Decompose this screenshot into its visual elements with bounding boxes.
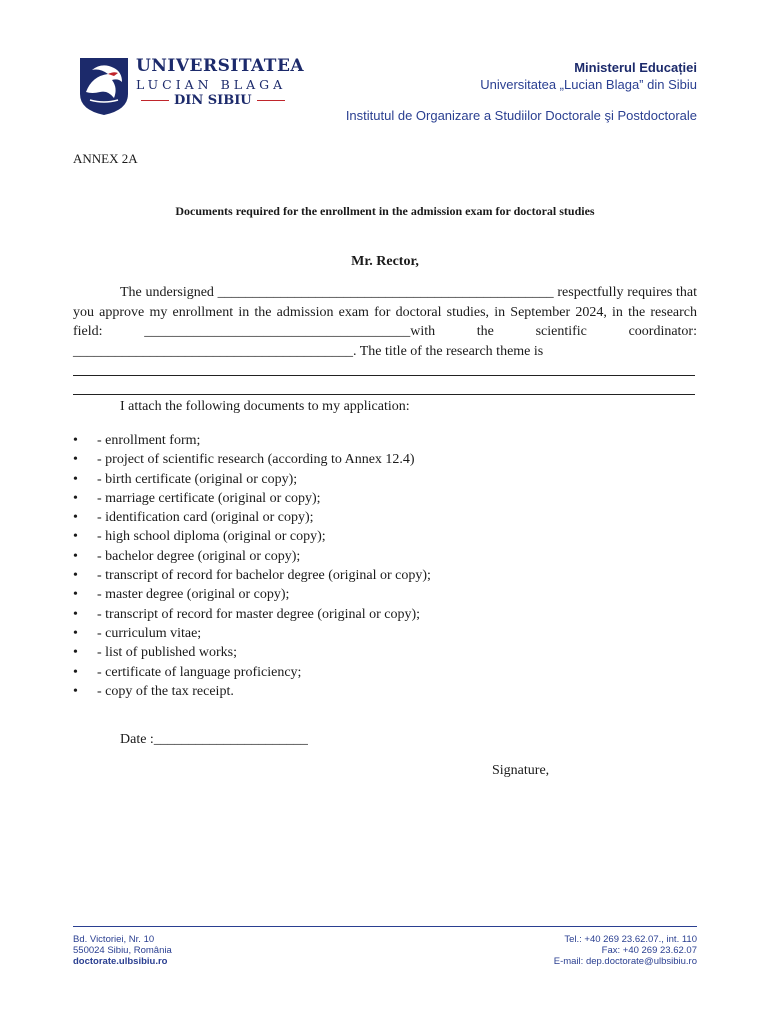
research-theme-line-2[interactable] bbox=[73, 394, 695, 395]
bullet-icon: • bbox=[73, 452, 78, 468]
list-item bbox=[73, 643, 431, 662]
list-item bbox=[73, 527, 431, 546]
list-item-text: - enrollment form; bbox=[97, 433, 201, 448]
bullet-icon: • bbox=[73, 568, 78, 584]
logo-rule-left bbox=[141, 100, 169, 102]
header-ministry: Ministerul Educației bbox=[574, 60, 697, 75]
list-item bbox=[73, 605, 431, 624]
research-theme-line-1[interactable] bbox=[73, 375, 695, 376]
footer-address-line1: Bd. Victoriei, Nr. 10 bbox=[73, 934, 155, 945]
documents-list bbox=[73, 431, 431, 701]
footer-website[interactable] bbox=[73, 956, 172, 967]
list-item-text: - certificate of language proficiency; bbox=[97, 664, 302, 680]
salutation: Mr. Rector, bbox=[351, 254, 419, 269]
list-item-text: - birth certificate (original or copy); bbox=[97, 471, 298, 487]
list-item-text: - list of published works; bbox=[97, 645, 237, 661]
header-university: Universitatea „Lucian Blaga” din Sibiu bbox=[480, 77, 697, 92]
footer-email[interactable]: E-mail: dep.doctorate@ulbsibiu.ro bbox=[553, 956, 697, 967]
list-item-text: - marriage certificate (original or copy); bbox=[97, 490, 321, 506]
list-item bbox=[73, 489, 431, 508]
bullet-icon: • bbox=[73, 433, 78, 448]
list-item bbox=[73, 585, 431, 604]
list-item-text: - transcript of record for bachelor degree (original or copy); bbox=[97, 568, 431, 584]
annex-label: ANNEX 2A bbox=[73, 151, 138, 166]
logo-text-university: UNIVERSITATEA bbox=[136, 56, 305, 76]
list-item bbox=[73, 547, 431, 566]
header-institute: Institutul de Organizare a Studiilor Doctorale şi Postdoctorale bbox=[345, 108, 697, 123]
list-item bbox=[73, 431, 431, 450]
signature-label: Signature, bbox=[492, 763, 550, 778]
footer-website-text[interactable]: doctorate.ulbsibiu.ro bbox=[73, 956, 168, 967]
footer-contact bbox=[554, 934, 697, 967]
bullet-icon: • bbox=[73, 664, 78, 680]
request-paragraph bbox=[73, 283, 697, 361]
list-item-text: - bachelor degree (original or copy); bbox=[97, 548, 301, 564]
bullet-icon: • bbox=[73, 606, 78, 622]
footer-tel: Tel.: +40 269 23.62.07., int. 110 bbox=[564, 934, 697, 945]
date-field[interactable]: Date :______________________ bbox=[120, 732, 308, 747]
logo-rule-right bbox=[257, 100, 285, 102]
list-item bbox=[73, 663, 431, 682]
logo-text-lucian-blaga: LUCIAN BLAGA bbox=[136, 77, 287, 92]
bullet-icon: • bbox=[73, 490, 78, 506]
document-title: Documents required for the enrollment in the admission exam for doctoral studies bbox=[175, 204, 595, 218]
bullet-icon: • bbox=[73, 645, 78, 661]
list-item bbox=[73, 470, 431, 489]
logo-text-din-sibiu bbox=[136, 93, 290, 108]
attach-intro: I attach the following documents to my application: bbox=[120, 399, 410, 414]
list-item-text: - project of scientific research (according to Annex 12.4) bbox=[97, 452, 415, 468]
bullet-icon: • bbox=[73, 510, 78, 526]
bird-emblem-icon bbox=[78, 54, 130, 116]
list-item-text: - copy of the tax receipt. bbox=[97, 683, 234, 699]
list-item-text: - curriculum vitae; bbox=[97, 625, 202, 641]
list-item-text: - transcript of record for master degree (original or copy); bbox=[97, 606, 421, 622]
list-item bbox=[73, 450, 431, 469]
bullet-icon: • bbox=[73, 625, 78, 641]
bullet-icon: • bbox=[73, 529, 78, 545]
bullet-icon: • bbox=[73, 587, 78, 603]
bullet-icon: • bbox=[73, 683, 78, 699]
list-item-text: - high school diploma (original or copy); bbox=[97, 529, 326, 545]
footer-address-line2: 550024 Sibiu, România bbox=[73, 945, 172, 956]
list-item bbox=[73, 508, 431, 527]
university-logo bbox=[78, 50, 305, 120]
list-item-text: - master degree (original or copy); bbox=[97, 587, 290, 603]
footer-fax: Fax: +40 269 23.62.07 bbox=[601, 945, 697, 956]
footer-divider bbox=[73, 926, 697, 927]
bullet-icon: • bbox=[73, 548, 78, 564]
logo-text-din-sibiu-label: DIN SIBIU bbox=[174, 93, 252, 108]
list-item bbox=[73, 682, 431, 701]
bullet-icon: • bbox=[73, 471, 78, 487]
list-item bbox=[73, 624, 431, 643]
list-item bbox=[73, 566, 431, 585]
list-item-text: - identification card (original or copy); bbox=[97, 510, 314, 526]
footer-address bbox=[73, 934, 172, 967]
request-paragraph-text: The undersigned ________________________________________________ respectfully requires that you approve my enrollment in the admission exam for doctoral studies, in September 2024, in the research field: ______________________________________with the scientific coordinator: ________________________________________. The title of the research theme is bbox=[73, 285, 697, 359]
